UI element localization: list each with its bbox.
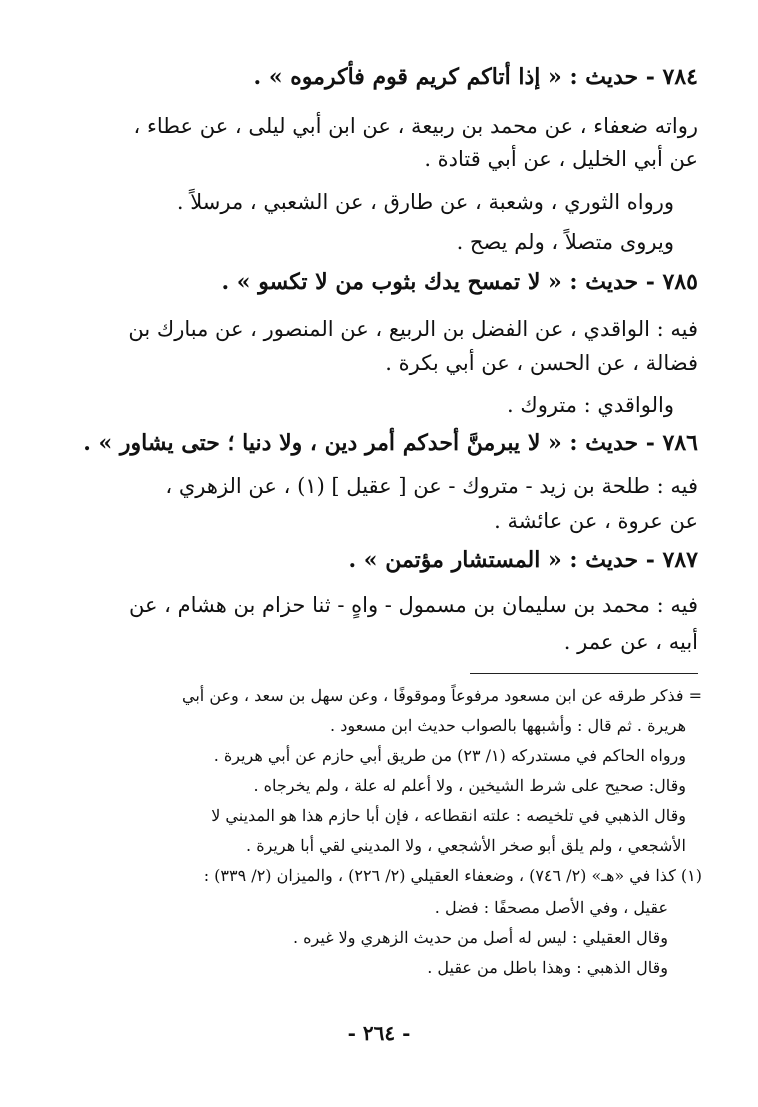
hadith-heading-787: ٧٨٧ - حديث : « المستشار مؤتمن » .	[348, 547, 698, 573]
text-line: فيه : طلحة بن زيد - متروك - عن [ عقيل ] (١) ، عن الزهري ،	[165, 474, 698, 498]
footnote-line: وقال الذهبي : وهذا باطل من عقيل .	[427, 958, 668, 977]
text-line: فيه : الواقدي ، عن الفضل بن الربيع ، عن المنصور ، عن مبارك بن	[128, 317, 698, 341]
footnote-line: (١) كذا في «هـ» (٢/ ٧٤٦) ، وضعفاء العقيلي (٢/ ٢٢٦) ، والميزان (٢/ ٣٣٩) :	[203, 866, 702, 885]
hadith-heading-784: ٧٨٤ - حديث : « إذا أتاكم كريم قوم فأكرموه » .	[253, 64, 698, 90]
footnote-line: هريرة . ثم قال : وأشبهها بالصواب حديث ابن مسعود .	[330, 716, 686, 735]
footnote-line: ورواه الحاكم في مستدركه (١/ ٢٣) من طريق أبي حازم عن أبي هريرة .	[213, 746, 686, 765]
hadith-heading-786: ٧٨٦ - حديث : « لا يبرمنَّ أحدكم أمر دين ، ولا دنيا ؛ حتى يشاور » .	[83, 430, 698, 456]
text-line: والواقدي : متروك .	[507, 393, 674, 417]
hadith-heading-785: ٧٨٥ - حديث : « لا تمسح يدك بثوب من لا تكسو » .	[221, 269, 698, 295]
text-line: رواته ضعفاء ، عن محمد بن ربيعة ، عن ابن أبي ليلى ، عن عطاء ،	[133, 114, 698, 138]
footnote-line: وقال: صحيح على شرط الشيخين ، ولا أعلم له علة ، ولم يخرجاه .	[253, 776, 686, 795]
text-line: ورواه الثوري ، وشعبة ، عن طارق ، عن الشعبي ، مرسلاً .	[176, 190, 674, 214]
text-line: عن أبي الخليل ، عن أبي قتادة .	[424, 147, 698, 171]
footnote-line: وقال العقيلي : ليس له أصل من حديث الزهري ولا غيره .	[293, 928, 668, 947]
text-line: أبيه ، عن عمر .	[563, 630, 698, 654]
text-line: فيه : محمد بن سليمان بن مسمول - واهٍ - ثنا حزام بن هشام ، عن	[128, 593, 698, 617]
footnote-separator	[470, 673, 698, 674]
footnote-line: عقيل ، وفي الأصل مصحفًا : فضل .	[434, 898, 668, 917]
page-number: - ٢٦٤ -	[347, 1021, 411, 1045]
footnote-line: وقال الذهبي في تلخيصه : علته انقطاعه ، فإن أبا حازم هذا هو المديني لا	[211, 806, 686, 825]
text-line: عن عروة ، عن عائشة .	[494, 509, 698, 533]
text-line: ويروى متصلاً ، ولم يصح .	[456, 230, 674, 254]
text-line: فضالة ، عن الحسن ، عن أبي بكرة .	[385, 351, 698, 375]
footnote-line: = فذكر طرقه عن ابن مسعود مرفوعاً وموقوفًا ، وعن سهل بن سعد ، وعن أبي	[182, 686, 702, 705]
footnote-line: الأشجعي ، ولم يلق أبو صخر الأشجعي ، ولا المديني لقي أبا هريرة .	[246, 836, 686, 855]
